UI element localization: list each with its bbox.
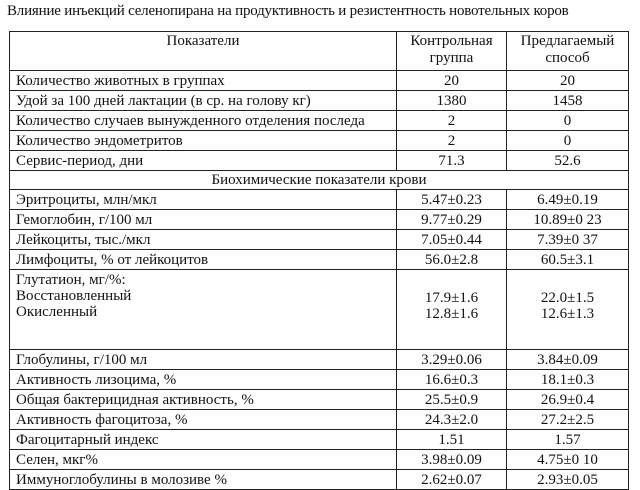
control-value: 3.29±0.06 <box>397 350 507 370</box>
control-value: 5.47±0.23 <box>397 190 507 210</box>
table-header-row <box>10 32 629 71</box>
control-value: 25.5±0.9 <box>397 390 507 410</box>
row-label: Количество животных в группах <box>10 71 397 91</box>
proposed-value: 10.89±0 23 <box>507 210 629 230</box>
glutathione-row <box>10 270 629 350</box>
control-value: 3.98±0.09 <box>397 450 507 470</box>
row-label: Селен, мкг% <box>10 450 397 470</box>
proposed-value: 2.93±0.05 <box>507 470 629 490</box>
glutathione-control-cell <box>397 270 507 350</box>
table-row <box>10 470 629 490</box>
row-label: Количество эндометритов <box>10 131 397 151</box>
header-control-line2: группа <box>429 50 474 66</box>
table-row <box>10 350 629 370</box>
section-title: Биохимические показатели крови <box>10 171 629 190</box>
header-proposed-line2: способ <box>545 50 590 66</box>
proposed-value: 18.1±0.3 <box>507 370 629 390</box>
table-row <box>10 410 629 430</box>
table-row <box>10 370 629 390</box>
proposed-value: 1458 <box>507 91 629 111</box>
proposed-value: 0 <box>507 111 629 131</box>
header-proposed-line1: Предлагаемый <box>520 33 615 49</box>
row-label: Лейкоциты, тыс./мкл <box>10 230 397 250</box>
header-control-line1: Контрольная <box>410 33 493 49</box>
row-label: Эритроциты, млн/мкл <box>10 190 397 210</box>
table-row <box>10 91 629 111</box>
control-value: 56.0±2.8 <box>397 250 507 270</box>
table-row <box>10 430 629 450</box>
table-row <box>10 230 629 250</box>
reduced-control-value: 17.9±1.6 <box>424 290 479 306</box>
table-row <box>10 190 629 210</box>
table-row <box>10 71 629 91</box>
proposed-value: 52.6 <box>507 151 629 171</box>
control-value: 20 <box>397 71 507 91</box>
glutathione-label-cell <box>10 270 397 350</box>
control-value: 2.62±0.07 <box>397 470 507 490</box>
row-label: Общая бактерицидная активность, % <box>10 390 397 410</box>
row-label: Лимфоциты, % от лейкоцитов <box>10 250 397 270</box>
section-row <box>10 171 629 190</box>
reduced-proposed-value: 22.0±1.5 <box>540 290 595 306</box>
control-value: 1.51 <box>397 430 507 450</box>
control-value: 2 <box>397 111 507 131</box>
row-label: Глобулины, г/100 мл <box>10 350 397 370</box>
control-value: 24.3±2.0 <box>397 410 507 430</box>
table-row <box>10 131 629 151</box>
row-label: Активность фагоцитоза, % <box>10 410 397 430</box>
row-label: Фагоцитарный индекс <box>10 430 397 450</box>
header-indicator: Показатели <box>10 32 397 71</box>
control-value: 7.05±0.44 <box>397 230 507 250</box>
control-value: 1380 <box>397 91 507 111</box>
proposed-value: 1.57 <box>507 430 629 450</box>
control-value: 9.77±0.29 <box>397 210 507 230</box>
oxidized-proposed-value: 12.6±1.3 <box>540 306 595 322</box>
control-value: 71.3 <box>397 151 507 171</box>
glutathione-proposed-cell <box>507 270 629 350</box>
results-table <box>9 31 629 490</box>
table-row <box>10 210 629 230</box>
table-row <box>10 390 629 410</box>
proposed-value: 60.5±3.1 <box>507 250 629 270</box>
proposed-value: 4.75±0 10 <box>507 450 629 470</box>
header-control-group <box>397 32 507 71</box>
document-title: Влияние инъекций селенопирана на продуктивность и резистентность новотельных коров <box>7 3 569 19</box>
control-value: 16.6±0.3 <box>397 370 507 390</box>
oxidized-control-value: 12.8±1.6 <box>424 306 479 322</box>
row-label: Удой за 100 дней лактации (в ср. на голову кг) <box>10 91 397 111</box>
table-row <box>10 250 629 270</box>
table-row <box>10 111 629 131</box>
control-value: 2 <box>397 131 507 151</box>
header-proposed-method <box>507 32 629 71</box>
row-label: Гемоглобин, г/100 мл <box>10 210 397 230</box>
proposed-value: 26.9±0.4 <box>507 390 629 410</box>
table-row <box>10 151 629 171</box>
oxidized-label: Окисленный <box>16 304 98 320</box>
reduced-label: Восстановленный <box>16 288 132 304</box>
table-row <box>10 450 629 470</box>
row-label: Иммуноглобулины в молозиве % <box>10 470 397 490</box>
proposed-value: 0 <box>507 131 629 151</box>
row-label: Сервис-период, дни <box>10 151 397 171</box>
row-label: Активность лизоцима, % <box>10 370 397 390</box>
proposed-value: 3.84±0.09 <box>507 350 629 370</box>
proposed-value: 7.39±0 37 <box>507 230 629 250</box>
row-label: Количество случаев вынужденного отделения последа <box>10 111 397 131</box>
proposed-value: 20 <box>507 71 629 91</box>
glutathione-label: Глутатион, мг/%: <box>16 272 126 288</box>
proposed-value: 6.49±0.19 <box>507 190 629 210</box>
proposed-value: 27.2±2.5 <box>507 410 629 430</box>
